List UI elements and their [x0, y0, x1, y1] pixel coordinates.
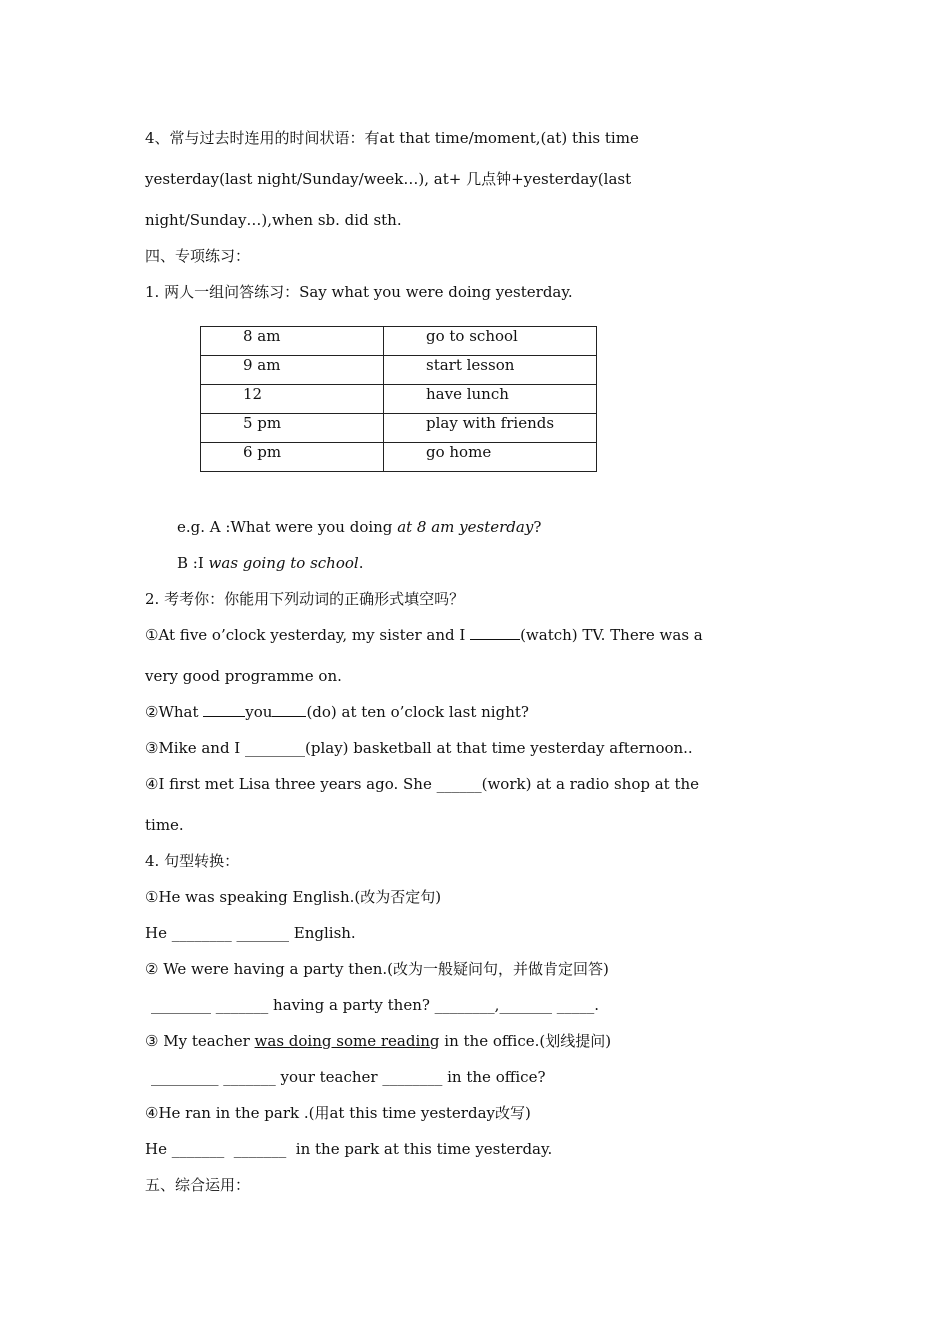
activity-cell: start lesson: [384, 356, 597, 385]
transform-4-answer: He _______ _______ in the park at this time yesterday.: [145, 1140, 553, 1158]
q1-text-start: ①At five o’clock yesterday, my sister and I: [145, 626, 471, 644]
exercise-2-question-2: [145, 702, 529, 722]
example-answer: [177, 553, 363, 573]
underlined-phrase: was doing some reading: [254, 1032, 440, 1050]
exercise-2-question-1: [145, 625, 703, 645]
exercise-2-question-4: ④I first met Lisa three years ago. She ______(work) at a radio shop at the: [145, 775, 700, 793]
section-5-heading: 五、综合运用：: [145, 1176, 251, 1194]
section-4-heading: 四、专项练习：: [145, 247, 251, 265]
example-question-end: ?: [533, 518, 542, 536]
time-cell: 8 am: [201, 327, 384, 356]
time-cell: 5 pm: [201, 414, 384, 443]
table-row: [201, 385, 597, 414]
activity-cell: play with friends: [384, 414, 597, 443]
example-question-text: e.g. A :What were you doing: [177, 518, 398, 536]
activity-cell: go home: [384, 443, 597, 472]
transform-1-question: ①He was speaking English.(改为否定句): [145, 888, 442, 906]
transform-2-question: ② We were having a party then.(改为一般疑问句，并做肯定回答): [145, 960, 609, 978]
answer-blank[interactable]: [470, 625, 520, 640]
answer-blank[interactable]: [203, 702, 245, 717]
time-cell: 6 pm: [201, 443, 384, 472]
table-row: [201, 414, 597, 443]
time-cell: 12: [201, 385, 384, 414]
exercise-2-question-4-cont: time.: [145, 816, 184, 834]
table-row: [201, 356, 597, 385]
example-answer-italic: was going to school: [208, 554, 359, 572]
transform-2-answer: ________ _______ having a party then? ________,_______ _____.: [151, 996, 599, 1014]
exercise-4-title: 4. 句型转换：: [145, 852, 240, 870]
exercise-2-question-1-cont: very good programme on.: [145, 667, 342, 685]
q2-text-start: ②What: [145, 703, 204, 721]
activity-cell: go to school: [384, 327, 597, 356]
time-cell: 9 am: [201, 356, 384, 385]
transform-4-question: ④He ran in the park .(用at this time yesterday改写): [145, 1104, 531, 1122]
time-adverbial-line-3: night/Sunday…),when sb. did sth.: [145, 211, 402, 229]
exercise-1-title: 1. 两人一组问答练习：Say what you were doing yesterday.: [145, 283, 573, 301]
example-answer-end: .: [358, 554, 364, 572]
activity-cell: have lunch: [384, 385, 597, 414]
table-row: [201, 443, 597, 472]
table-row: [201, 327, 597, 356]
q2-text-mid: you: [245, 703, 273, 721]
q1-text-end: (watch) TV. There was a: [520, 626, 703, 644]
transform-3-text-start: ③ My teacher: [145, 1032, 255, 1050]
transform-3-answer: _________ _______ your teacher ________ in the office?: [151, 1068, 546, 1086]
transform-1-answer: He ________ _______ English.: [145, 924, 356, 942]
q2-text-end: (do) at ten o’clock last night?: [306, 703, 529, 721]
transform-3-question: [145, 1031, 611, 1051]
example-question-italic: at 8 am yesterday: [397, 518, 534, 536]
example-question: [177, 517, 541, 537]
example-answer-text: B :I: [177, 554, 209, 572]
answer-blank[interactable]: [272, 702, 306, 717]
time-adverbial-line-2: yesterday(last night/Sunday/week…), at+ 几点钟+yesterday(last: [145, 170, 632, 188]
exercise-2-title: 2. 考考你：你能用下列动词的正确形式填空吗？: [145, 590, 465, 608]
time-adverbial-line-1: 4、常与过去时连用的时间状语：有at that time/moment,(at) this time: [145, 129, 639, 147]
transform-3-text-end: in the office.(划线提问): [439, 1032, 612, 1050]
schedule-table: [200, 326, 597, 472]
exercise-2-question-3: ③Mike and I ________(play) basketball at that time yesterday afternoon..: [145, 739, 693, 757]
